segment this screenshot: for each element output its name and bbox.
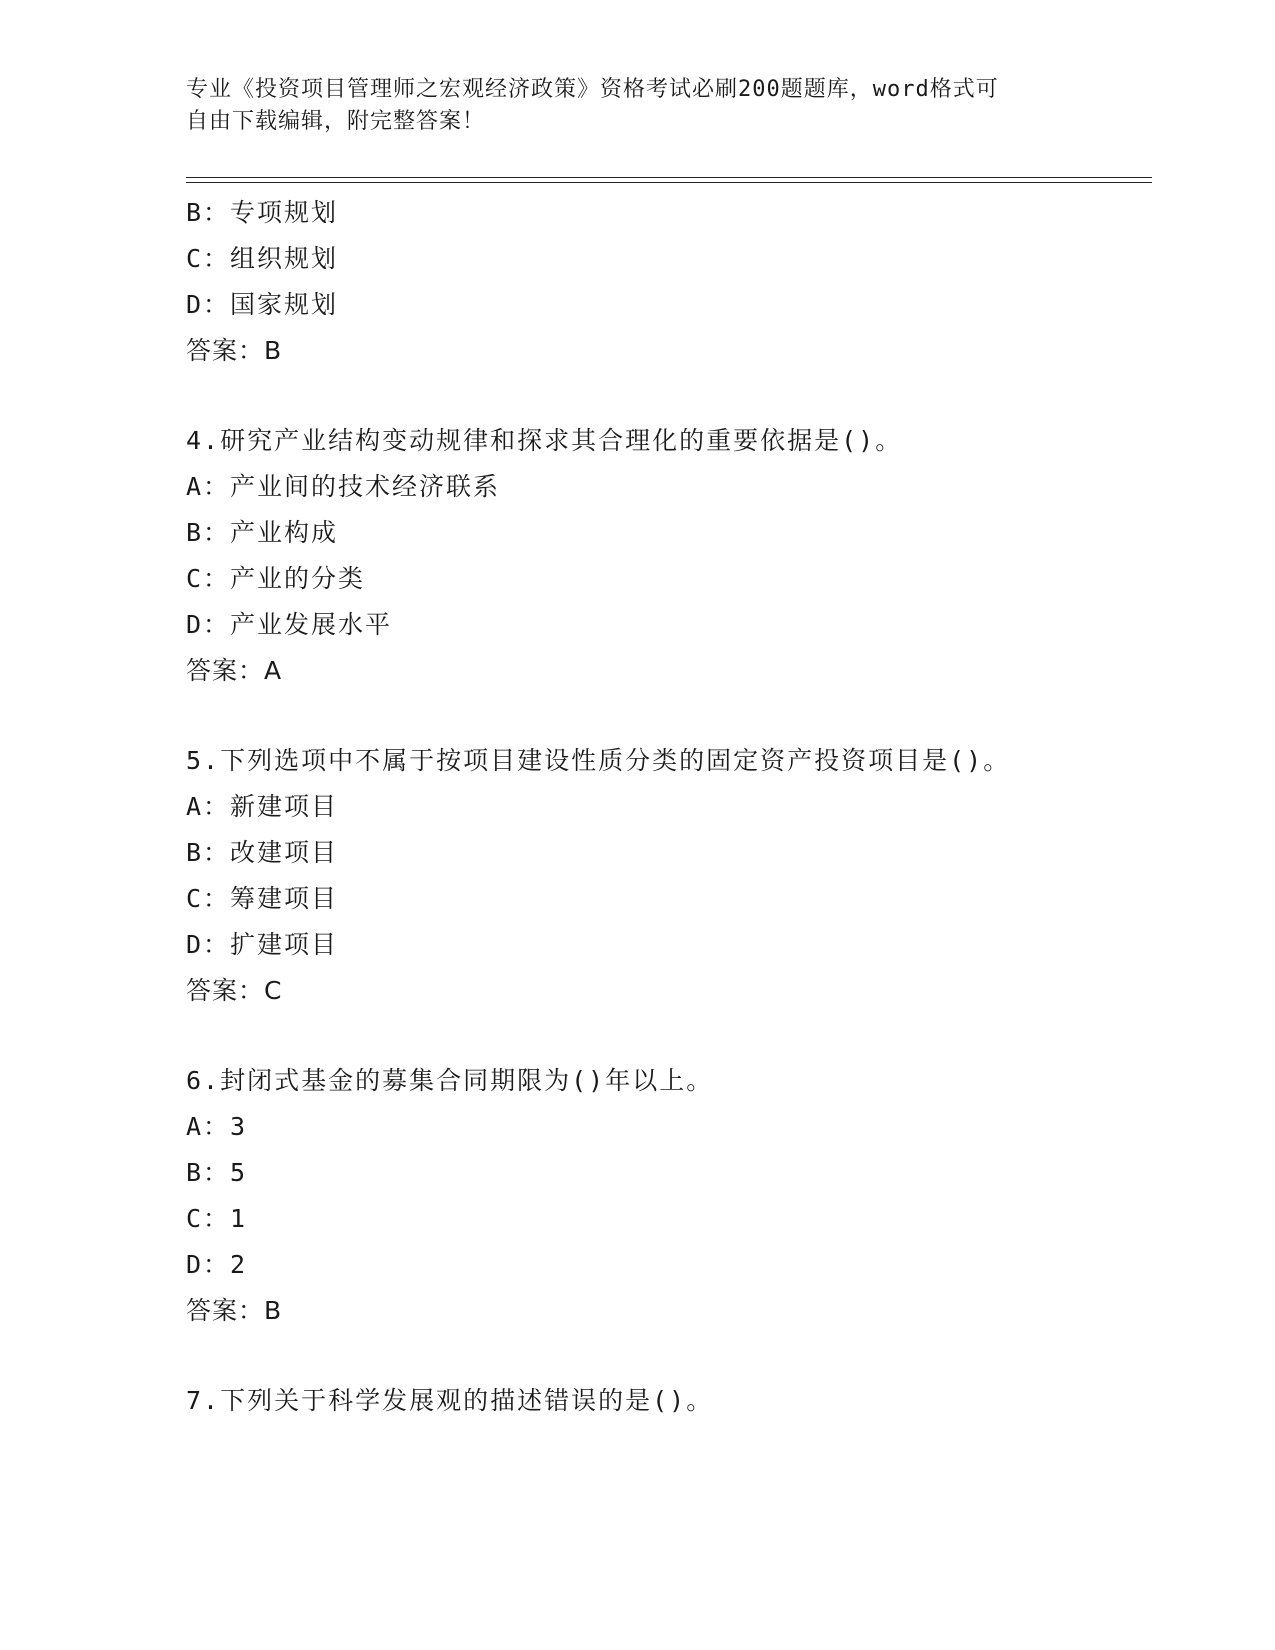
- header-divider-bottom: [186, 182, 1152, 183]
- header-divider-top: [186, 177, 1152, 178]
- page-header: [186, 74, 1086, 138]
- answer-label: 答案：B: [186, 336, 283, 365]
- answer-label: 答案：B: [186, 1296, 283, 1325]
- question-block-7: [186, 1378, 1152, 1424]
- option-d: D：产业发展水平: [186, 610, 393, 639]
- option-b: B：5: [186, 1158, 248, 1187]
- option-b: B：专项规划: [186, 198, 339, 227]
- option-a: A：新建项目: [186, 792, 339, 821]
- answer-label: 答案：A: [186, 656, 283, 685]
- question-block-5: [186, 738, 1152, 1014]
- option-d: D：国家规划: [186, 290, 339, 319]
- question-block-3: [186, 190, 1152, 374]
- header-title-line-1: 专业《投资项目管理师之宏观经济政策》资格考试必刷200题题库，word格式可: [186, 77, 999, 102]
- question-block-6: [186, 1058, 1152, 1334]
- answer-label: 答案：C: [186, 976, 283, 1005]
- option-c: C：1: [186, 1204, 248, 1233]
- option-a: A：产业间的技术经济联系: [186, 472, 501, 501]
- option-c: C：筹建项目: [186, 884, 339, 913]
- option-c: C：组织规划: [186, 244, 339, 273]
- option-d: D：扩建项目: [186, 930, 339, 959]
- question-stem: 5.下列选项中不属于按项目建设性质分类的固定资产投资项目是()。: [186, 746, 1011, 775]
- question-block-4: [186, 418, 1152, 694]
- question-list: [186, 190, 1152, 1424]
- header-title-line-2: 自由下载编辑，附完整答案！: [186, 109, 486, 134]
- question-stem: 7.下列关于科学发展观的描述错误的是()。: [186, 1386, 714, 1415]
- option-a: A：3: [186, 1112, 248, 1141]
- option-b: B：改建项目: [186, 838, 339, 867]
- option-b: B：产业构成: [186, 518, 339, 547]
- option-d: D：2: [186, 1250, 248, 1279]
- question-stem: 6.封闭式基金的募集合同期限为()年以上。: [186, 1066, 714, 1095]
- option-c: C：产业的分类: [186, 564, 366, 593]
- question-stem: 4.研究产业结构变动规律和探求其合理化的重要依据是()。: [186, 426, 903, 455]
